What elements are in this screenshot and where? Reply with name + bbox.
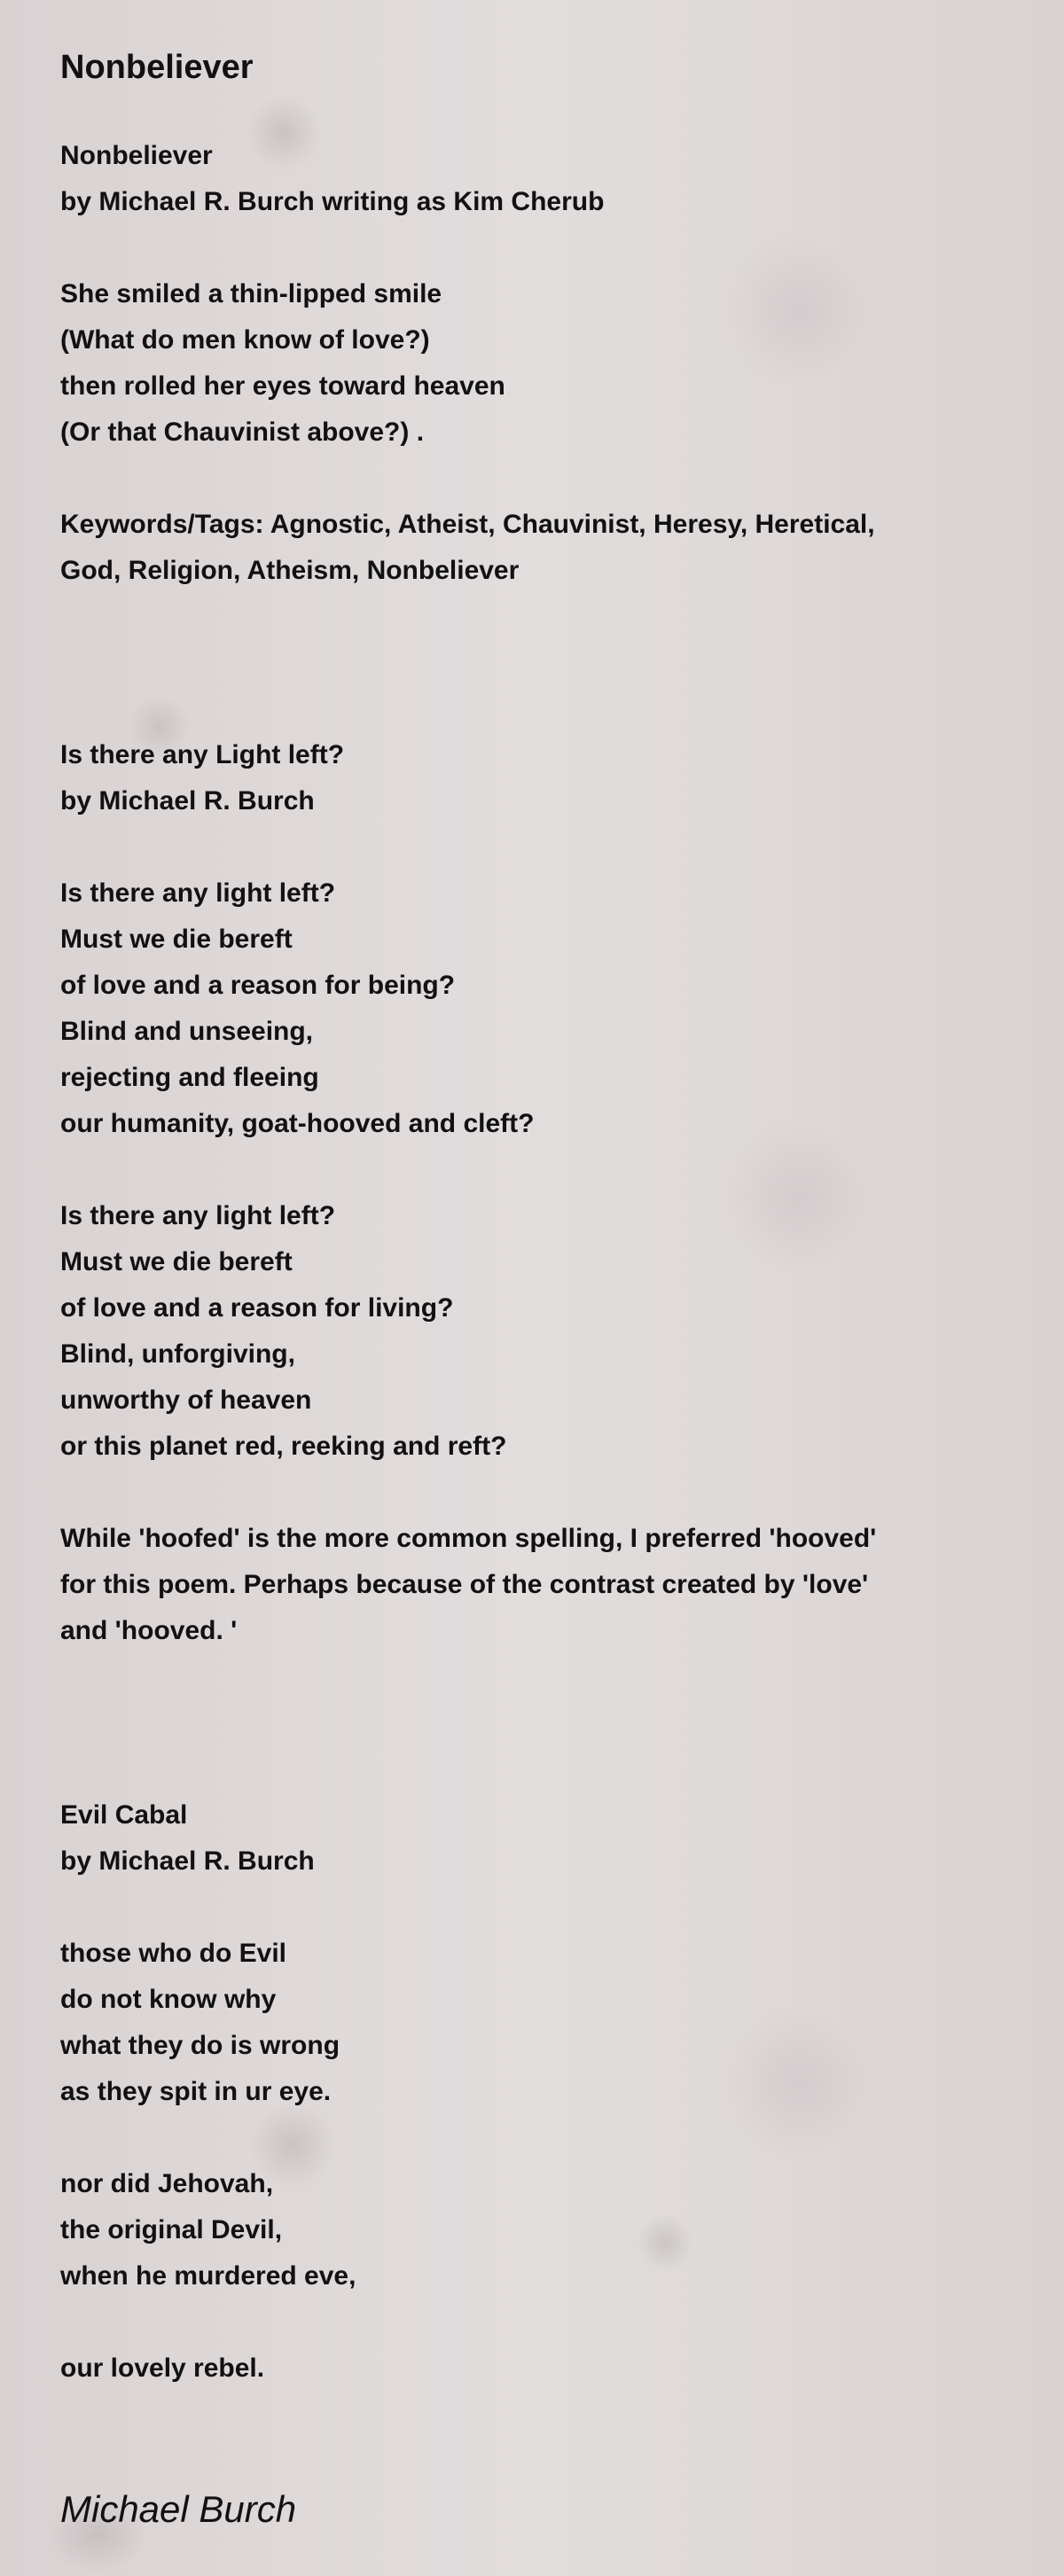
poem-line: unworthy of heaven <box>60 1386 312 1415</box>
poem-line: the original Devil, <box>60 2215 283 2244</box>
poem-line: of love and a reason for being? <box>60 971 456 1000</box>
poem-line: our lovely rebel. <box>60 2354 265 2383</box>
poem-line: While 'hoofed' is the more common spelling, I preferred 'hooved' <box>60 1524 877 1553</box>
poem-line: of love and a reason for living? <box>60 1293 454 1323</box>
blank-line <box>60 824 1036 870</box>
blank-line <box>60 1470 1036 1516</box>
blank-line <box>60 686 1036 732</box>
blank-line <box>60 640 1036 686</box>
blank-line <box>60 1147 1036 1193</box>
poem-line: do not know why <box>60 1985 277 2014</box>
poem-line: She smiled a thin-lipped smile <box>60 279 442 308</box>
blank-line <box>60 2299 1036 2346</box>
poem-line: Evil Cabal <box>60 1800 188 1830</box>
poem-line: (What do men know of love?) <box>60 325 430 355</box>
poem-line: Must we die bereft <box>60 925 293 954</box>
poem-line: those who do Evil <box>60 1939 287 1968</box>
poem-page <box>60 0 1036 2392</box>
poem-line: Blind and unseeing, <box>60 1017 314 1046</box>
blank-line <box>60 1885 1036 1931</box>
blank-line <box>60 225 1036 271</box>
poem-line: as they spit in ur eye. <box>60 2077 332 2106</box>
blank-line <box>60 2115 1036 2161</box>
author-signature[interactable]: Michael Burch <box>60 2488 297 2530</box>
blank-line <box>60 594 1036 640</box>
poem-line: Is there any light left? <box>60 878 336 908</box>
poem-line: Is there any light left? <box>60 1201 336 1230</box>
poem-line: rejecting and fleeing <box>60 1063 319 1092</box>
poem-line: God, Religion, Atheism, Nonbeliever <box>60 556 520 585</box>
poem-line: then rolled her eyes toward heaven <box>60 371 505 401</box>
poem-line: when he murdered eve, <box>60 2261 356 2291</box>
page-title: Nonbeliever <box>60 49 254 86</box>
poem-line: Blind, unforgiving, <box>60 1339 295 1369</box>
poem-line: by Michael R. Burch writing as Kim Cherub <box>60 187 605 216</box>
poem-line: by Michael R. Burch <box>60 786 315 816</box>
blank-line <box>60 1746 1036 1792</box>
blank-line <box>60 1700 1036 1746</box>
poem-line: and 'hooved. ' <box>60 1616 238 1645</box>
poem-line: Must we die bereft <box>60 1247 293 1276</box>
poem-line: for this poem. Perhaps because of the contrast created by 'love' <box>60 1570 869 1599</box>
poem-line: Is there any Light left? <box>60 740 345 769</box>
poem-line: Keywords/Tags: Agnostic, Atheist, Chauvinist, Heresy, Heretical, <box>60 510 875 539</box>
poem-body <box>60 133 1036 2392</box>
poem-line: Nonbeliever <box>60 141 213 170</box>
poem-line: or this planet red, reeking and reft? <box>60 1432 507 1461</box>
blank-line <box>60 1654 1036 1700</box>
poem-line: what they do is wrong <box>60 2031 340 2060</box>
poem-line: nor did Jehovah, <box>60 2169 274 2198</box>
poem-line: (Or that Chauvinist above?) . <box>60 418 425 447</box>
blank-line <box>60 456 1036 502</box>
poem-line: by Michael R. Burch <box>60 1846 315 1876</box>
poem-line: our humanity, goat-hooved and cleft? <box>60 1109 535 1138</box>
